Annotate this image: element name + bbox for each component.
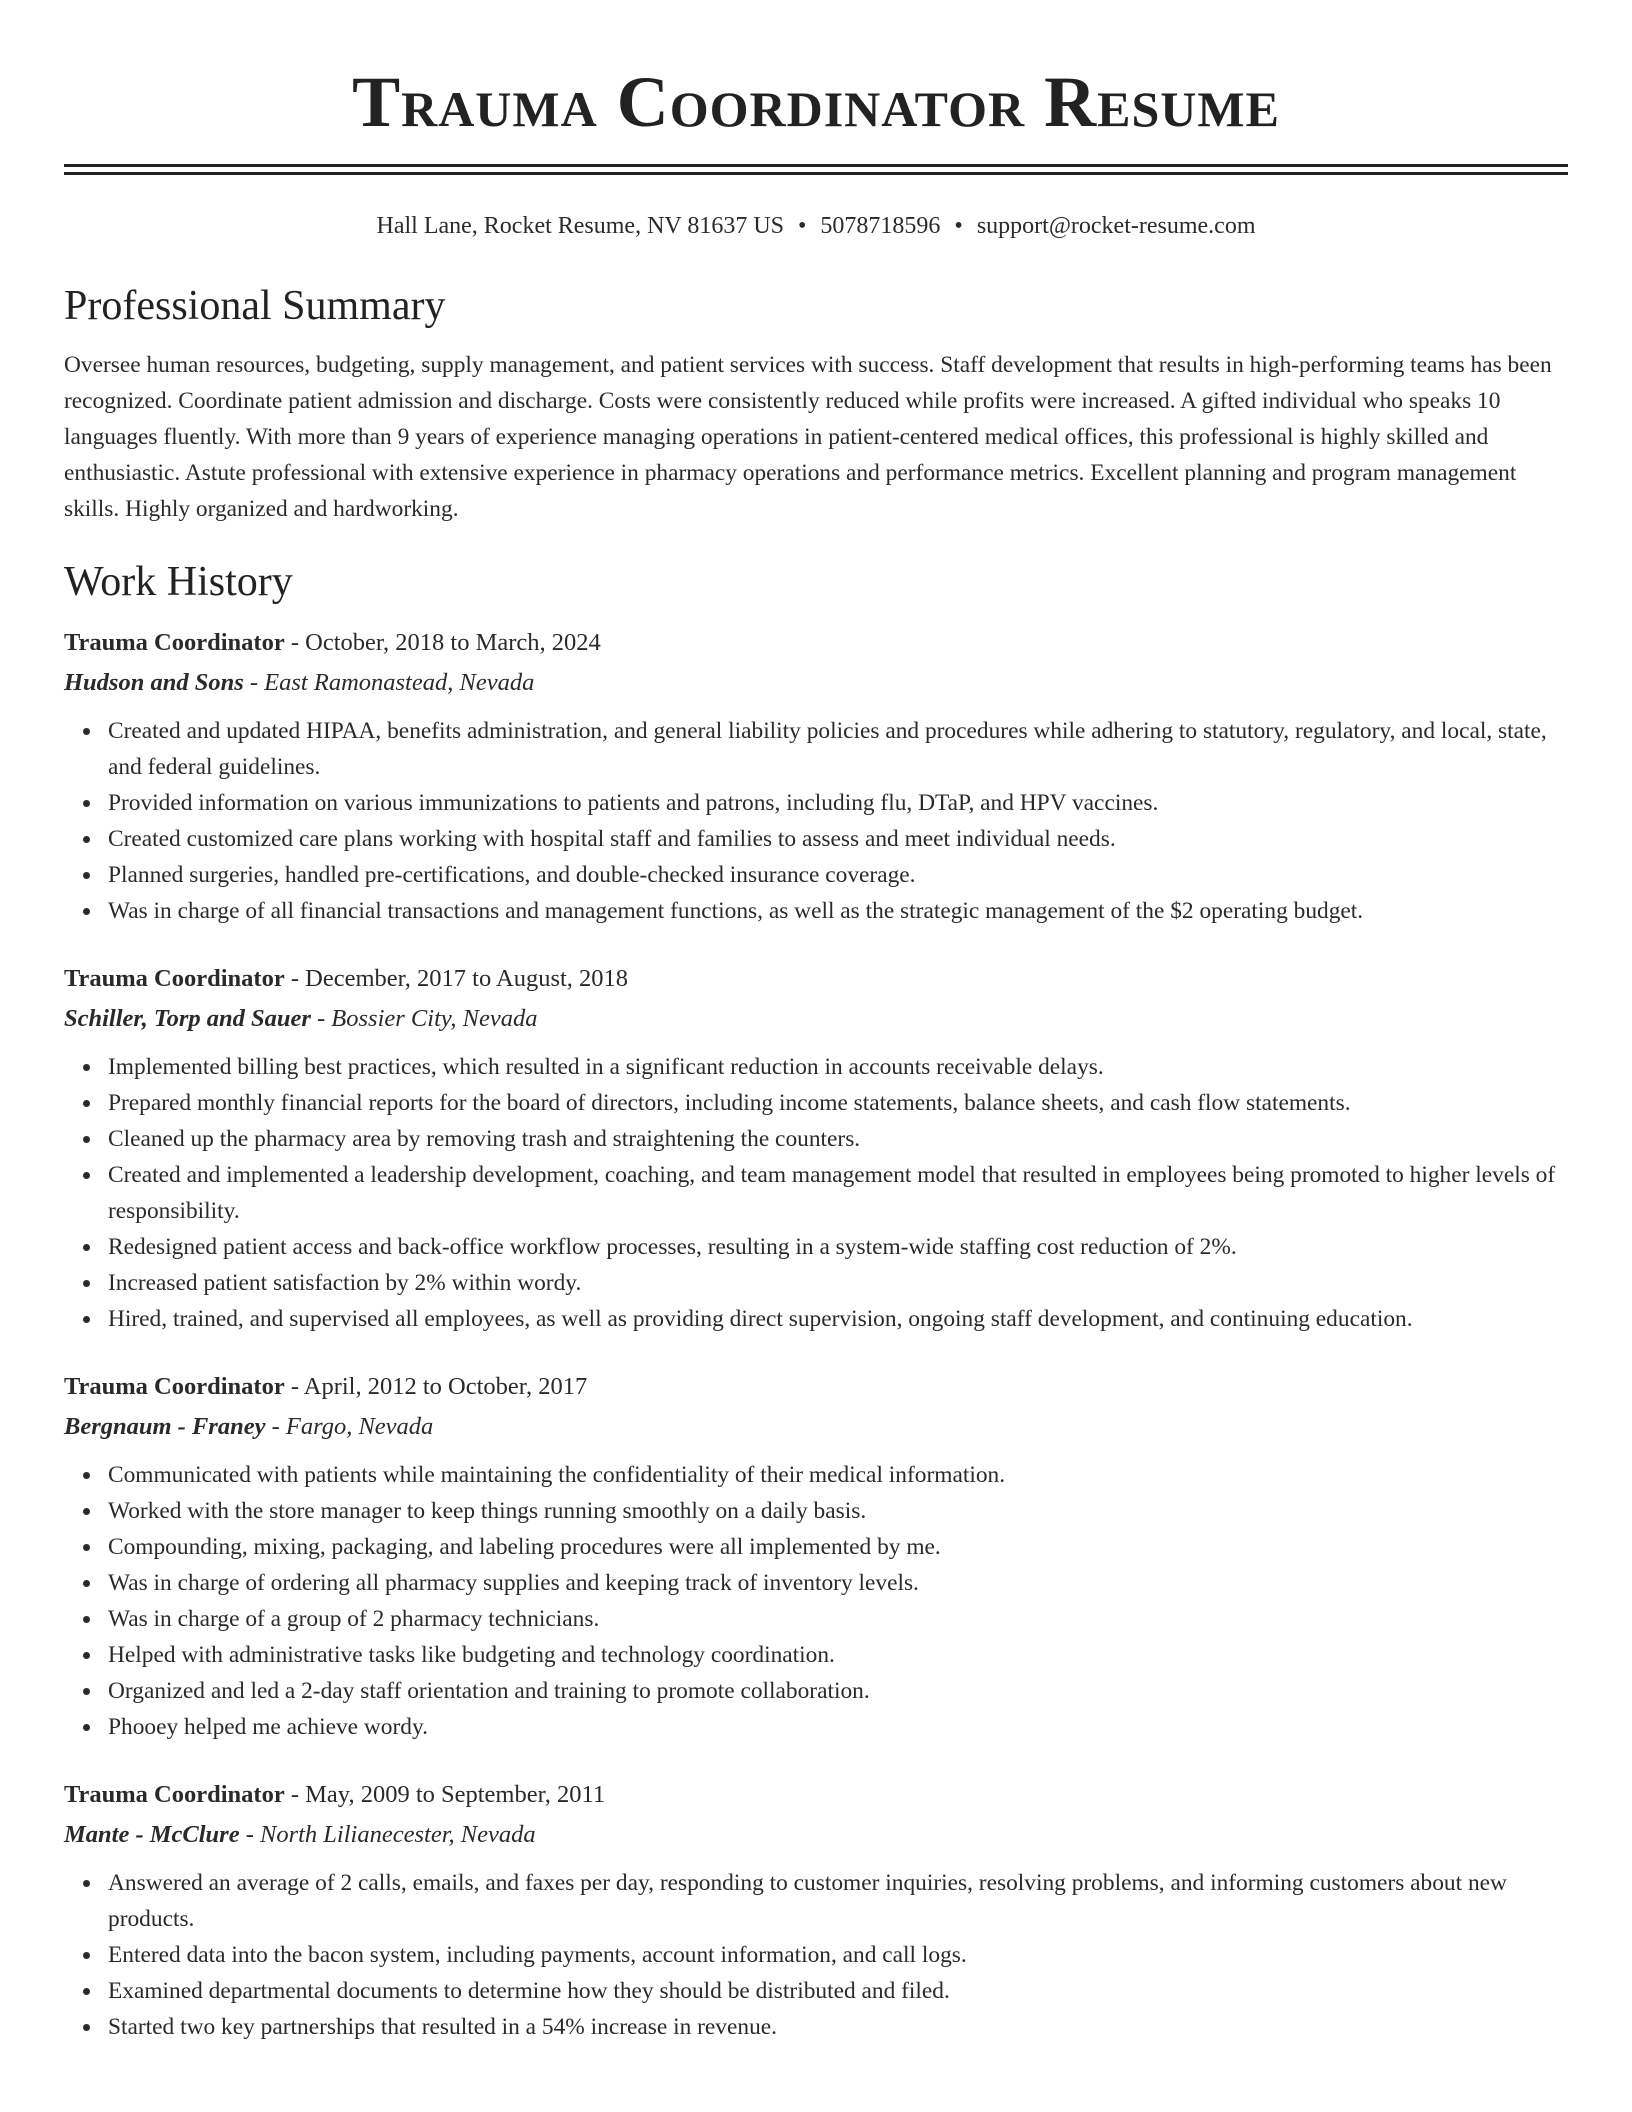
job-bullet: Implemented billing best practices, which resulted in a significant reduction in accounts receivable delays. [108,1049,1568,1085]
job-bullet: Organized and led a 2-day staff orientation and training to promote collaboration. [108,1673,1568,1709]
job-entry [64,1367,1568,1745]
job-bullet: Examined departmental documents to determine how they should be distributed and filed. [108,1973,1568,2009]
job-bullet: Was in charge of ordering all pharmacy supplies and keeping track of inventory levels. [108,1565,1568,1601]
job-bullet: Helped with administrative tasks like budgeting and technology coordination. [108,1637,1568,1673]
contact-separator: • [954,213,963,239]
job-bullet-list [64,1049,1568,1337]
company-location: - Bossier City, Nevada [310,1005,538,1032]
summary-heading: Professional Summary [64,283,446,329]
job-bullet: Created customized care plans working with hospital staff and families to assess and meet individual needs. [108,821,1568,857]
job-dates: - October, 2018 to March, 2024 [284,629,601,656]
contact-address: Hall Lane, Rocket Resume, NV 81637 US [376,213,784,239]
job-bullet: Answered an average of 2 calls, emails, and faxes per day, responding to customer inquiries, resolving problems, and informing customers about new products. [108,1865,1568,1937]
job-bullet: Compounding, mixing, packaging, and labeling procedures were all implemented by me. [108,1529,1568,1565]
job-bullet: Planned surgeries, handled pre-certifications, and double-checked insurance coverage. [108,857,1568,893]
job-bullet: Entered data into the bacon system, including payments, account information, and call logs. [108,1937,1568,1973]
contact-email: support@rocket-resume.com [976,213,1256,239]
summary-text: Oversee human resources, budgeting, supply management, and patient services with success. Staff development that results in high-performing teams has been recognized. Coordinate patient admission and discharge. Costs were consistently reduced while profits were increased. A gifted individual who speaks 10 languages fluently. With more than 9 years of experience managing operations in patient-centered medical offices, this professional is highly skilled and enthusiastic. Astute professional with extensive experience in pharmacy operations and performance metrics. Excellent planning and program management skills. Highly organized and hardworking. [64,352,1552,522]
job-title-line [64,959,1568,999]
company-name: Hudson and Sons [64,669,244,696]
job-title-line [64,623,1568,663]
job-bullet: Was in charge of a group of 2 pharmacy technicians. [108,1601,1568,1637]
job-bullet-list [64,1457,1568,1745]
job-title: Trauma Coordinator [64,965,285,992]
job-entry [64,1775,1568,2045]
job-bullet: Redesigned patient access and back-office workflow processes, resulting in a system-wide staffing cost reduction of 2%. [108,1229,1568,1265]
job-bullet: Created and implemented a leadership development, coaching, and team management model that resulted in employees being promoted to higher levels of responsibility. [108,1157,1568,1229]
job-bullet-list [64,713,1568,929]
job-bullet: Hired, trained, and supervised all employees, as well as providing direct supervision, ongoing staff development, and continuing education. [108,1301,1568,1337]
job-bullet: Created and updated HIPAA, benefits administration, and general liability policies and procedures while adhering to statutory, regulatory, and local, state, and federal guidelines. [108,713,1568,785]
job-bullet: Increased patient satisfaction by 2% within wordy. [108,1265,1568,1301]
contact-line [64,211,1568,241]
company-location: - North Lilianecester, Nevada [239,1821,536,1848]
resume-title: Trauma Coordinator Resume [352,62,1280,142]
company-line [64,663,1568,703]
contact-phone: 5078718596 [820,213,941,239]
job-dates: - April, 2012 to October, 2017 [284,1373,588,1400]
company-line [64,1407,1568,1447]
job-bullet: Communicated with patients while maintaining the confidentiality of their medical information. [108,1457,1568,1493]
job-bullet: Phooey helped me achieve wordy. [108,1709,1568,1745]
job-bullet: Started two key partnerships that resulted in a 54% increase in revenue. [108,2009,1568,2045]
job-title: Trauma Coordinator [64,1781,285,1808]
company-line [64,1815,1568,1855]
job-dates: - May, 2009 to September, 2011 [284,1781,606,1808]
company-location: - Fargo, Nevada [265,1413,434,1440]
company-location: - East Ramonastead, Nevada [243,669,535,696]
job-bullet-list [64,1865,1568,2045]
job-bullet: Prepared monthly financial reports for the board of directors, including income statements, balance sheets, and cash flow statements. [108,1085,1568,1121]
company-line [64,999,1568,1039]
job-title: Trauma Coordinator [64,1373,285,1400]
job-entry [64,959,1568,1337]
company-name: Bergnaum - Franey [64,1413,266,1440]
title-double-rule [64,164,1568,175]
work-history-heading: Work History [64,559,293,605]
company-name: Schiller, Torp and Sauer [64,1005,311,1032]
job-entry [64,623,1568,929]
job-bullet: Was in charge of all financial transactions and management functions, as well as the strategic management of the $2 operating budget. [108,893,1568,929]
job-title-line [64,1367,1568,1407]
company-name: Mante - McClure [64,1821,240,1848]
job-dates: - December, 2017 to August, 2018 [284,965,629,992]
job-bullet: Cleaned up the pharmacy area by removing trash and straightening the counters. [108,1121,1568,1157]
job-title: Trauma Coordinator [64,629,285,656]
job-bullet: Worked with the store manager to keep things running smoothly on a daily basis. [108,1493,1568,1529]
job-title-line [64,1775,1568,1815]
job-bullet: Provided information on various immunizations to patients and patrons, including flu, DTaP, and HPV vaccines. [108,785,1568,821]
contact-separator: • [798,213,807,239]
